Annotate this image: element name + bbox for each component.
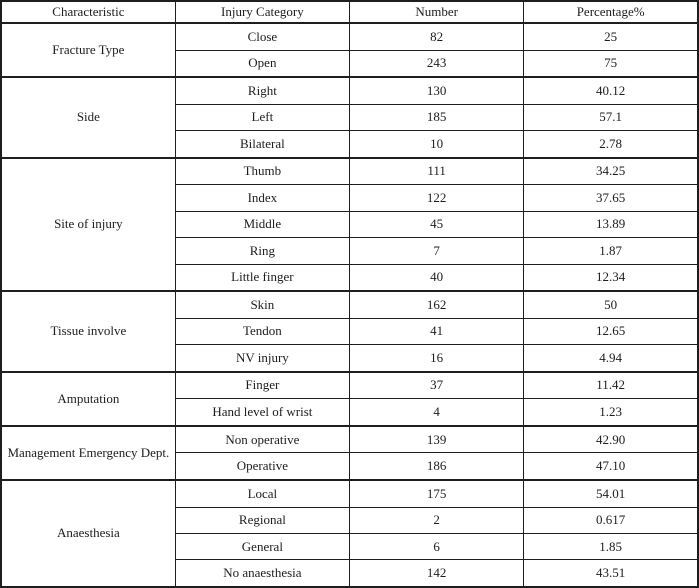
characteristic-cell: Anaesthesia — [1, 480, 175, 587]
number-cell: 186 — [350, 453, 524, 480]
number-cell: 130 — [350, 77, 524, 104]
percentage-cell: 12.34 — [524, 264, 698, 291]
percentage-cell: 0.617 — [524, 507, 698, 533]
header-cell-percentage: Percentage% — [524, 1, 698, 23]
characteristic-cell: Side — [1, 77, 175, 158]
number-cell: 41 — [350, 318, 524, 344]
category-cell: Operative — [175, 453, 349, 480]
percentage-cell: 1.87 — [524, 238, 698, 264]
characteristic-cell: Management Emergency Dept. — [1, 426, 175, 480]
category-cell: Little finger — [175, 264, 349, 291]
category-cell: Local — [175, 480, 349, 507]
number-cell: 185 — [350, 104, 524, 130]
percentage-cell: 54.01 — [524, 480, 698, 507]
table-row — [1, 158, 698, 185]
number-cell: 175 — [350, 480, 524, 507]
percentage-cell: 11.42 — [524, 372, 698, 399]
characteristic-cell: Fracture Type — [1, 23, 175, 77]
table-header — [1, 1, 698, 23]
number-cell: 4 — [350, 399, 524, 426]
header-cell-injury-category: Injury Category — [175, 1, 349, 23]
number-cell: 139 — [350, 426, 524, 453]
table-row — [1, 372, 698, 399]
category-cell: No anaesthesia — [175, 560, 349, 587]
category-cell: Thumb — [175, 158, 349, 185]
characteristic-cell: Tissue involve — [1, 291, 175, 372]
table-body — [1, 23, 698, 587]
percentage-cell: 13.89 — [524, 211, 698, 237]
category-cell: Finger — [175, 372, 349, 399]
number-cell: 10 — [350, 131, 524, 158]
category-cell: Middle — [175, 211, 349, 237]
percentage-cell: 37.65 — [524, 185, 698, 211]
percentage-cell: 42.90 — [524, 426, 698, 453]
number-cell: 40 — [350, 264, 524, 291]
category-cell: Non operative — [175, 426, 349, 453]
characteristic-cell: Amputation — [1, 372, 175, 426]
table-row — [1, 291, 698, 318]
percentage-cell: 47.10 — [524, 453, 698, 480]
percentage-cell: 57.1 — [524, 104, 698, 130]
number-cell: 122 — [350, 185, 524, 211]
number-cell: 16 — [350, 345, 524, 372]
category-cell: Close — [175, 23, 349, 50]
category-cell: Left — [175, 104, 349, 130]
category-cell: Ring — [175, 238, 349, 264]
category-cell: Tendon — [175, 318, 349, 344]
table-row — [1, 480, 698, 507]
number-cell: 45 — [350, 211, 524, 237]
category-cell: General — [175, 533, 349, 559]
percentage-cell: 25 — [524, 23, 698, 50]
percentage-cell: 1.85 — [524, 533, 698, 559]
number-cell: 111 — [350, 158, 524, 185]
category-cell: Open — [175, 50, 349, 77]
number-cell: 6 — [350, 533, 524, 559]
percentage-cell: 1.23 — [524, 399, 698, 426]
category-cell: Right — [175, 77, 349, 104]
category-cell: Regional — [175, 507, 349, 533]
header-row — [1, 1, 698, 23]
percentage-cell: 2.78 — [524, 131, 698, 158]
category-cell: Hand level of wrist — [175, 399, 349, 426]
category-cell: Bilateral — [175, 131, 349, 158]
category-cell: Skin — [175, 291, 349, 318]
category-cell: NV injury — [175, 345, 349, 372]
number-cell: 2 — [350, 507, 524, 533]
table-row — [1, 426, 698, 453]
table-row — [1, 23, 698, 50]
percentage-cell: 12.65 — [524, 318, 698, 344]
percentage-cell: 34.25 — [524, 158, 698, 185]
percentage-cell: 50 — [524, 291, 698, 318]
header-cell-characteristic: Characteristic — [1, 1, 175, 23]
header-cell-number: Number — [350, 1, 524, 23]
characteristic-cell: Site of injury — [1, 158, 175, 291]
percentage-cell: 40.12 — [524, 77, 698, 104]
table-row — [1, 77, 698, 104]
percentage-cell: 4.94 — [524, 345, 698, 372]
number-cell: 37 — [350, 372, 524, 399]
category-cell: Index — [175, 185, 349, 211]
number-cell: 162 — [350, 291, 524, 318]
number-cell: 243 — [350, 50, 524, 77]
percentage-cell: 75 — [524, 50, 698, 77]
number-cell: 82 — [350, 23, 524, 50]
percentage-cell: 43.51 — [524, 560, 698, 587]
number-cell: 142 — [350, 560, 524, 587]
number-cell: 7 — [350, 238, 524, 264]
